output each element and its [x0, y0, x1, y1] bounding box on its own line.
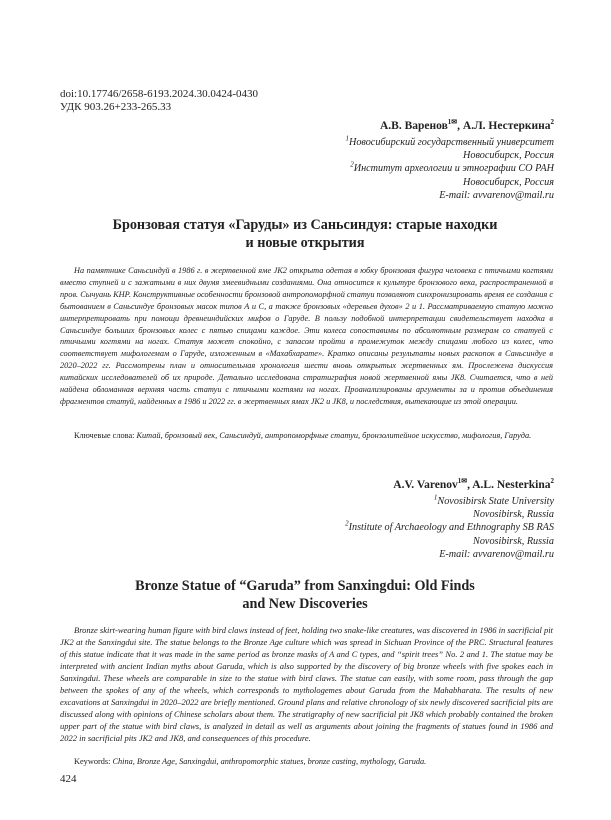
ru-affiliation-2-city: Новосибирск, Россия — [463, 176, 554, 188]
en-affil-2-text: Institute of Archaeology and Ethnography SB RAS — [348, 522, 554, 534]
ru-authors-separator: , — [457, 120, 463, 132]
ru-author-1-sup: 1 — [447, 118, 452, 127]
ru-title-line-1: Бронзовая статуя «Гаруды» из Саньсиндуя: старые находки — [112, 217, 498, 233]
ru-author-block — [345, 119, 554, 202]
mail-icon: ✉ — [451, 118, 458, 127]
en-authors-separator: , — [467, 479, 473, 491]
ru-authors — [345, 119, 554, 133]
page-number: 424 — [60, 773, 77, 785]
en-authors — [345, 478, 554, 492]
en-abstract: Bronze skirt-wearing human figure with bird claws instead of feet, holding two snake-like creatures, was discovered in 1986 in sacrificial pit JK2 at the Sanxingdui site. The statue belongs to the Bronze Age culture which was spread in Sichuan Province of the PRC. Structural features of this statue indicate that it was made in the same period as bronze masks of A and C types, and “spirit trees” No. 2 and 1. The statue may be interpreted with ancient Indian myths about Garuda, which is also supported by the discovery of big bronze wheels with five spokes each in Sanxingdui. These wheels are comparable in size to the statue with bird claws. The statue can easily, with some room, pass through the gap between the spokes of any of the wheels, which corresponds to mythologemes about Garuda from the Mahabharata. The results of new excavations at Sanxingdui in 2020–2022 are briefly mentioned. Ground plans and relative chronology of six newly discovered sacrificial pits are discussed along with opinions of Chinese scholars about them. The stratigraphy of new sacrificial pit JK8 which probably contained the broken upper part of the statue with bird claws, is analyzed in detail as well as arguments about joining the fragments of statues found in 1986 and 2022 in sacrificial pits JK2 and JK8, and consequences of this procedure. — [60, 625, 553, 743]
ru-affiliation-1 — [345, 136, 554, 149]
en-author-2-sup: 2 — [550, 477, 554, 486]
ru-keywords-label: Ключевые слова: — [74, 431, 135, 440]
en-affiliation-2-city: Novosibirsk, Russia — [473, 535, 554, 547]
ru-author-2: А.Л. Нестеркина — [462, 120, 551, 132]
en-email: E-mail: avvarenov@mail.ru — [439, 548, 554, 560]
ru-email: E-mail: avvarenov@mail.ru — [439, 189, 554, 201]
en-author-block — [345, 478, 554, 561]
en-title — [70, 577, 540, 613]
en-keywords-text: China, Bronze Age, Sanxingdui, anthropomorphic statues, bronze casting, mythology, Garuda. — [112, 757, 427, 766]
en-affil-2-sup: 2 — [345, 520, 349, 529]
ru-affiliation-2 — [345, 162, 554, 175]
mail-icon: ✉ — [461, 477, 468, 486]
en-title-line-2: and New Discoveries — [242, 596, 368, 612]
en-keywords-label: Keywords: — [74, 757, 111, 766]
udk: УДК 903.26+233-265.33 — [60, 101, 172, 113]
en-author-2: A.L. Nesterkina — [472, 479, 551, 491]
ru-title-line-2: и новые открытия — [245, 235, 365, 251]
ru-keywords — [60, 430, 553, 442]
ru-affil-1-sup: 1 — [345, 134, 349, 143]
ru-affil-1-text: Новосибирский государственный университет — [348, 137, 554, 148]
ru-abstract: На памятнике Саньсиндуй в 1986 г. в жертвенной яме JK2 открыта одетая в юбку бронзовая фигура человека с птичьими когтями вместо ступней и с зажатыми в них двумя змеевидными созданиями. Она относится к культуре бронзового века, распространенной в пров. Сычуань КНР. Конструктивные особенности бронзовой антропоморфной статуи позволяют синхронизировать время ее создания с бытованием в Саньсиндуе бронзовых масок типов А и С, а также бронзовых «деревьев духов» 2 и 1. Рассматриваемую статую можно интерпретировать при помощи древнеиндийских мифов о Гаруде. В пользу подобной интерпретации свидетельствует находка в Саньсиндуе больших бронзовых колес с пятью спицами каждое. Эти колеса сопоставимы по абсолютным размерам со статуей с птичьими когтями на ногах. Статуя может спокойно, с запасом пройти в промежуток между спицами любого из колес, что соответствует мифологемам о Гаруде, изложенным в «Махабхарате». Кратко описаны результаты новых раскопок в Саньсиндуе в 2020–2022 гг. Рассмотрены план и относительная хронология шести вновь открытых жертвенных ям. Прослежена дискуссия китайских исследователей об их природе. Детально исследована стратиграфия новой жертвенной ямы JK8. Считается, что в ней найдена обломанная верхняя часть статуи с птичьими когтями на ногах. Проанализированы аргументы за и против объединения фрагментов статуй, найденных в 1986 и 2022 гг. в жертвенных ямах JK2 и JK8, и последствия, вытекающие из этой операции. — [60, 266, 553, 406]
en-affiliation-2 — [345, 521, 554, 534]
ru-author-1: А.В. Варенов — [379, 120, 448, 132]
en-affil-1-text: Novosibirsk State University — [437, 496, 554, 507]
ru-affil-2-sup: 2 — [350, 161, 354, 170]
en-title-line-1: Bronze Statue of “Garuda” from Sanxingdui: Old Finds — [135, 578, 475, 594]
en-author-1: A.V. Varenov — [393, 479, 458, 491]
ru-title — [70, 216, 540, 252]
en-affil-1-sup: 1 — [433, 493, 438, 502]
ru-keywords-text: Китай, бронзовый век, Саньсиндуй, антропоморфные статуи, бронзолитейное искусство, мифология, Гаруда. — [136, 431, 532, 440]
ru-author-2-sup: 2 — [550, 118, 554, 127]
en-author-1-sup: 1 — [457, 477, 462, 486]
en-keywords — [60, 756, 553, 768]
doi: doi:10.17746/2658-6193.2024.30.0424-0430 — [60, 88, 258, 100]
ru-affil-2-text: Институт археологии и этнографии СО РАН — [353, 163, 554, 175]
en-affiliation-1-city: Novosibirsk, Russia — [473, 509, 554, 521]
ru-affiliation-1-city: Новосибирск, Россия — [463, 150, 554, 162]
en-affiliation-1 — [345, 495, 554, 508]
